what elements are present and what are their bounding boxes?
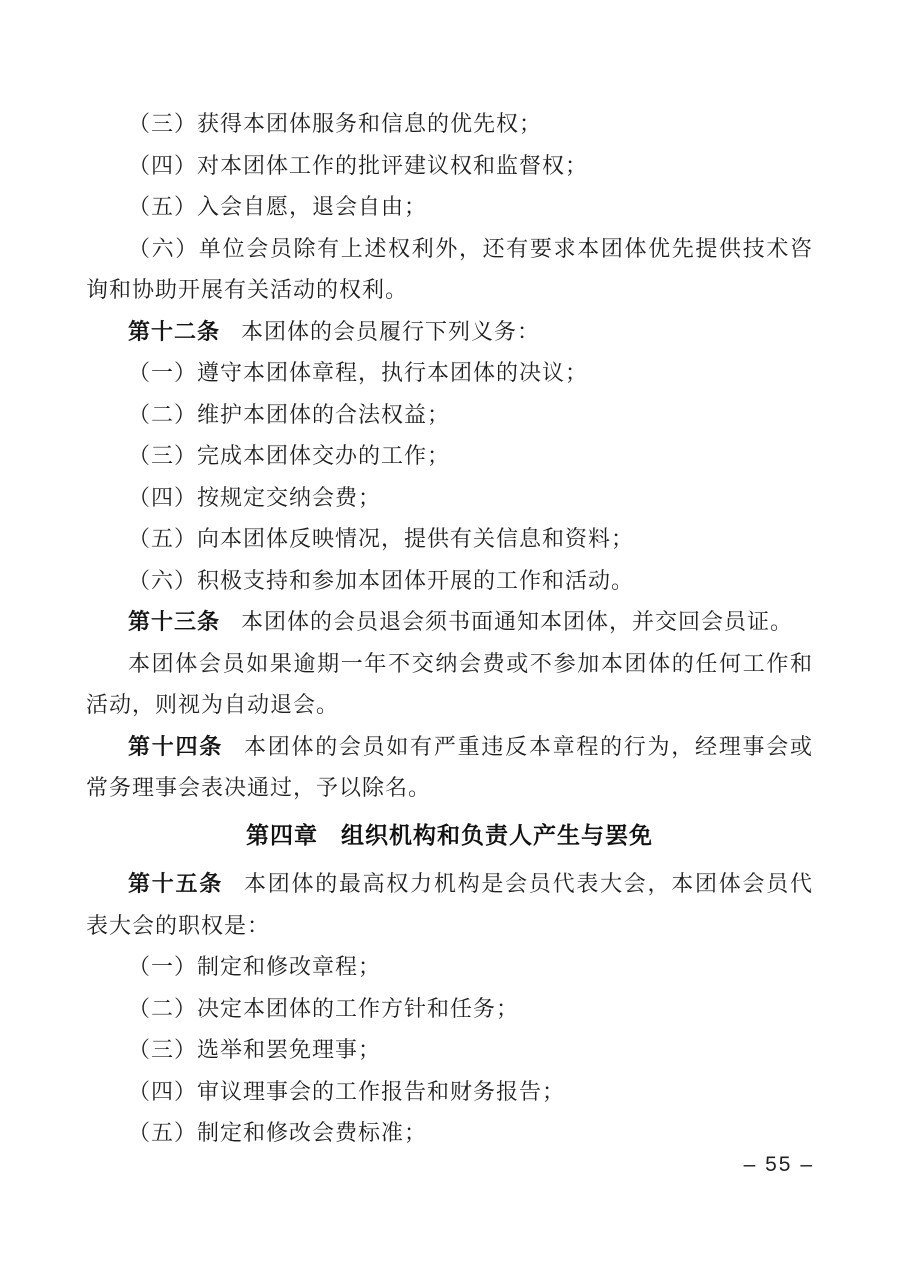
chapter-heading bbox=[86, 815, 813, 857]
body-paragraph: 本团体会员如果逾期一年不交纳会费或不参加本团体的任何工作和活动，则视为自动退会。 bbox=[86, 650, 813, 717]
chapter-number: 第四章 bbox=[246, 821, 318, 848]
clause-item: （三）选举和罢免理事； bbox=[128, 1037, 382, 1062]
clause-item: （三）获得本团体服务和信息的优先权； bbox=[128, 111, 543, 136]
article-number: 第十四条 bbox=[128, 733, 223, 759]
chapter-title: 组织机构和负责人产生与罢免 bbox=[341, 821, 653, 848]
article-text: 本团体的最高权力机构是会员代表大会，本团体会员代表大会的职权是： bbox=[86, 871, 813, 938]
article-paragraph bbox=[86, 601, 813, 643]
article-number: 第十二条 bbox=[128, 318, 221, 344]
clause-item: （五）入会自愿，退会自由； bbox=[128, 194, 428, 219]
article-paragraph bbox=[86, 863, 813, 946]
clause-item: （二）维护本团体的合法权益； bbox=[128, 401, 451, 427]
clause-item: （四）审议理事会的工作报告和财务报告； bbox=[128, 1078, 566, 1104]
clause-item: （五）制定和修改会费标准； bbox=[128, 1120, 428, 1145]
clause-item: （六）单位会员除有上述权利外，还有要求本团体优先提供技术咨询和协助开展有关活动的权利。 bbox=[86, 235, 813, 302]
clause-item: （六）积极支持和参加本团体开展的工作和活动。 bbox=[128, 567, 635, 593]
article-paragraph bbox=[86, 311, 813, 353]
article-text: 本团体的会员如有严重违反本章程的行为，经理事会或常务理事会表决通过，予以除名。 bbox=[86, 733, 813, 800]
document-body bbox=[86, 103, 813, 1154]
clause-item: （二）决定本团体的工作方针和任务； bbox=[128, 995, 520, 1021]
page-number: – 55 – bbox=[743, 1153, 814, 1176]
clause-item: （五）向本团体反映情况，提供有关信息和资料； bbox=[128, 526, 635, 551]
article-text: 本团体的会员履行下列义务： bbox=[241, 318, 541, 344]
article-number: 第十五条 bbox=[128, 871, 223, 896]
clause-item: （一）制定和修改章程； bbox=[128, 954, 382, 979]
clause-item: （三）完成本团体交办的工作； bbox=[128, 443, 451, 468]
article-paragraph bbox=[86, 726, 813, 809]
clause-item: （四）按规定交纳会费； bbox=[128, 484, 382, 510]
clause-item: （一）遵守本团体章程，执行本团体的决议； bbox=[128, 360, 589, 385]
article-text: 本团体的会员退会须书面通知本团体，并交回会员证。 bbox=[241, 609, 794, 634]
article-number: 第十三条 bbox=[128, 609, 221, 634]
clause-item: （四）对本团体工作的批评建议权和监督权； bbox=[128, 152, 589, 178]
